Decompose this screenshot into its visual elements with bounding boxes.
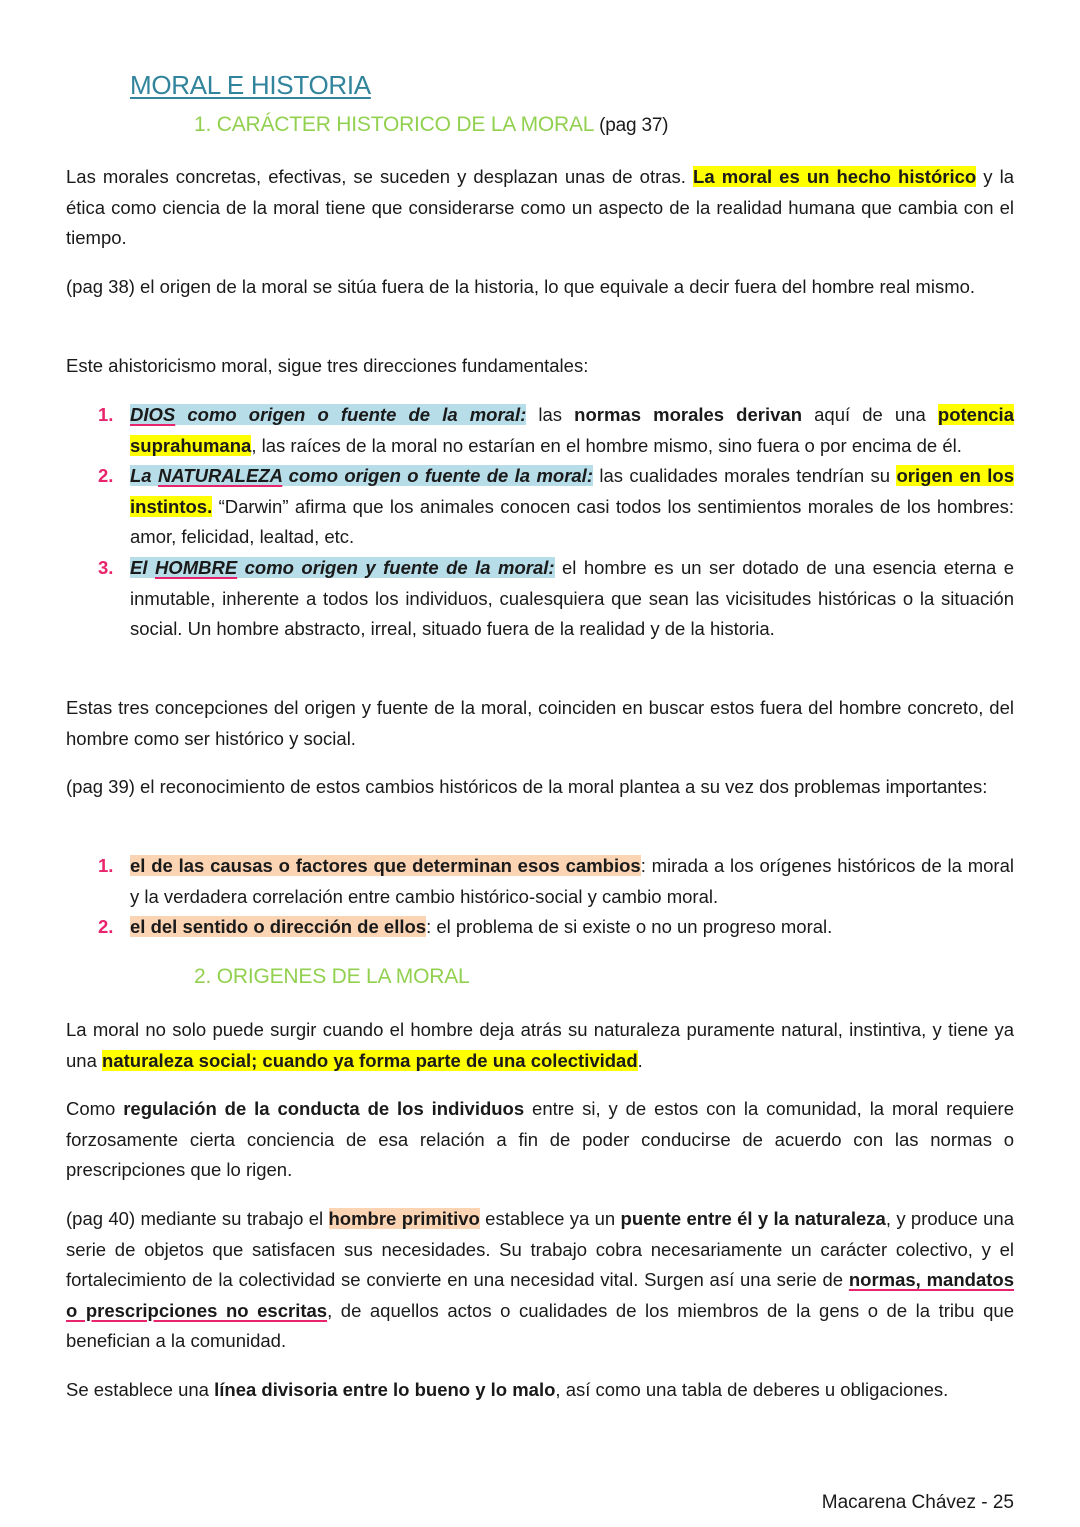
paragraph-3: Este ahistoricismo moral, sigue tres direcciones fundamentales: — [66, 355, 589, 376]
paragraph-9-text-b: , así como una tabla de deberes u obligaciones. — [555, 1379, 949, 1400]
list-number: 2. — [98, 916, 114, 938]
paragraph-8-bold-puente: puente entre él y la naturaleza — [620, 1208, 886, 1229]
page-title: MORAL E HISTORIA — [130, 70, 371, 100]
paragraph-8-text-c: , y produce una serie de objetos que satisfacen sus necesidades. Su trabajo cobra necesariamente un carácter colectivo, y el fortalecimiento de la colectividad se convierte en una necesidad vital. Surgen así una serie de — [66, 1208, 1014, 1291]
paragraph-8-bold-normas: normas, mandatos o prescripciones no escritas — [66, 1269, 1014, 1321]
paragraph-1-text-a: Las morales concretas, efectivas, se suceden y desplazan unas de otras. — [66, 166, 694, 187]
problems-list — [66, 851, 1014, 943]
origins-list — [66, 400, 1014, 645]
list-item-1-heading — [130, 404, 526, 425]
paragraph-2: (pag 38) el origen de la moral se sitúa fuera de la historia, lo que equivale a decir fuera del hombre real mismo. — [66, 276, 976, 297]
paragraph-7-bold: regulación de la conducta de los individuos — [123, 1098, 525, 1119]
paragraph-6-text-b: . — [637, 1049, 643, 1071]
list-item-1-heading-rest: como origen o fuente de la moral: — [175, 404, 527, 425]
section-1-heading-text: 1. CARÁCTER HISTORICO DE LA MORAL — [194, 113, 594, 136]
paragraph-9-bold: línea divisoria entre lo bueno y lo malo — [214, 1379, 556, 1400]
list-number: 1. — [98, 404, 114, 425]
list-item-1-text-3: , las raíces de la moral no estarían en el hombre mismo, sino fuera o por encima de él. — [251, 434, 962, 456]
paragraph-1 — [66, 162, 1014, 254]
origins-list-item-1 — [66, 400, 1014, 461]
list-item-1-bold: normas morales derivan — [574, 404, 802, 425]
paragraph-4: Estas tres concepciones del origen y fuente de la moral, coinciden en buscar estos fuera del hombre concreto, del hombre como ser histórico y social. — [66, 697, 1014, 749]
paragraph-8 — [66, 1204, 1014, 1357]
paragraph-8-text-b: establece ya un — [479, 1208, 621, 1229]
list-item-1-text-1: las — [526, 404, 575, 425]
section-1-page-ref: (pag 37) — [599, 115, 669, 136]
section-2-heading: 2. ORIGENES DE LA MORAL — [194, 965, 470, 988]
paragraph-6 — [66, 1015, 1014, 1076]
highlight-potencia-suprahumana: potencia suprahumana — [130, 404, 1014, 456]
list-number: 1. — [98, 855, 114, 876]
origins-list-item-2 — [66, 461, 1014, 553]
term-dios: DIOS — [130, 404, 176, 425]
paragraph-7 — [66, 1094, 1014, 1186]
section-1-heading — [194, 113, 668, 137]
problems-list-item-1-text: : mirada a los orígenes históricos de la moral y la verdadera correlación entre cambio histórico-social y cambio moral. — [130, 855, 1014, 907]
list-item-3-heading-rest: como origen y fuente de la moral: — [237, 556, 555, 578]
list-number: 2. — [98, 465, 114, 487]
paragraph-6-text-a: La moral no solo puede surgir cuando el hombre deja atrás su naturaleza puramente natural, instintiva, y tiene ya una — [66, 1019, 1014, 1071]
term-naturaleza: NATURALEZA — [157, 465, 283, 487]
list-item-1-text-2: aquí de una — [802, 404, 938, 425]
list-item-2-heading-rest: como origen o fuente de la moral: — [282, 465, 593, 487]
highlight-hombre-primitivo: hombre primitivo — [328, 1208, 480, 1229]
term-hombre: HOMBRE — [154, 556, 238, 578]
paragraph-7-text-a: Como — [66, 1098, 124, 1119]
highlight-causas-factores: el de las causas o factores que determinan esos cambios — [130, 855, 641, 876]
paragraph-8-text-d: , de aquellos actos o cualidades de los miembros de la gens o de la tribu que benefician a la comunidad. — [66, 1299, 1014, 1352]
highlight-origen-instintos: origen en los instintos. — [130, 465, 1014, 517]
list-item-2-heading — [130, 465, 593, 486]
paragraph-7-text-b: entre si, y de estos con la comunidad, la moral requiere forzosamente cierta conciencia de esa relación a fin de poder conducirse de acuerdo con las normas o prescripciones que lo rigen. — [66, 1098, 1014, 1181]
problems-list-item-1 — [66, 851, 1014, 912]
list-item-3-heading — [130, 557, 555, 578]
list-item-3-heading-pre: El — [130, 556, 155, 578]
paragraph-8-text-a: (pag 40) mediante su trabajo el — [66, 1208, 329, 1229]
list-item-2-heading-pre: La — [130, 465, 158, 487]
origins-list-item-3 — [66, 553, 1014, 645]
page-footer: Macarena Chávez - 25 — [821, 1492, 1014, 1513]
highlight-sentido-direccion: el del sentido o dirección de ellos — [130, 916, 427, 938]
list-item-2-text-2: “Darwin” afirma que los animales conocen casi todos los sentimientos morales de los hombres: amor, felicidad, lealtad, etc. — [130, 495, 1014, 548]
paragraph-1-text-b: y la ética como ciencia de la moral tiene que considerarse como un aspecto de la realidad humana que cambia con el tiempo. — [66, 166, 1014, 249]
highlight-moral-hecho-historico: La moral es un hecho histórico — [693, 166, 977, 187]
paragraph-9 — [66, 1375, 1014, 1406]
paragraph-5: (pag 39) el reconocimiento de estos cambios históricos de la moral plantea a su vez dos problemas importantes: — [66, 776, 988, 797]
list-item-2-text-1: las cualidades morales tendrían su — [593, 465, 897, 487]
problems-list-item-2-text: : el problema de si existe o no un progreso moral. — [426, 916, 833, 938]
list-item-3-text-1: el hombre es un ser dotado de una esencia eterna e inmutable, inherente a todos los individuos, cualesquiera que sean las vicisitudes históricas o la situación social. Un hombre abstracto, irreal, situado fuera de la realidad y de la historia. — [130, 556, 1014, 640]
highlight-naturaleza-social: naturaleza social; cuando ya forma parte de una colectividad — [102, 1049, 638, 1071]
list-number: 3. — [98, 556, 114, 578]
paragraph-9-text-a: Se establece una — [66, 1379, 215, 1400]
problems-list-item-2 — [66, 912, 1014, 943]
